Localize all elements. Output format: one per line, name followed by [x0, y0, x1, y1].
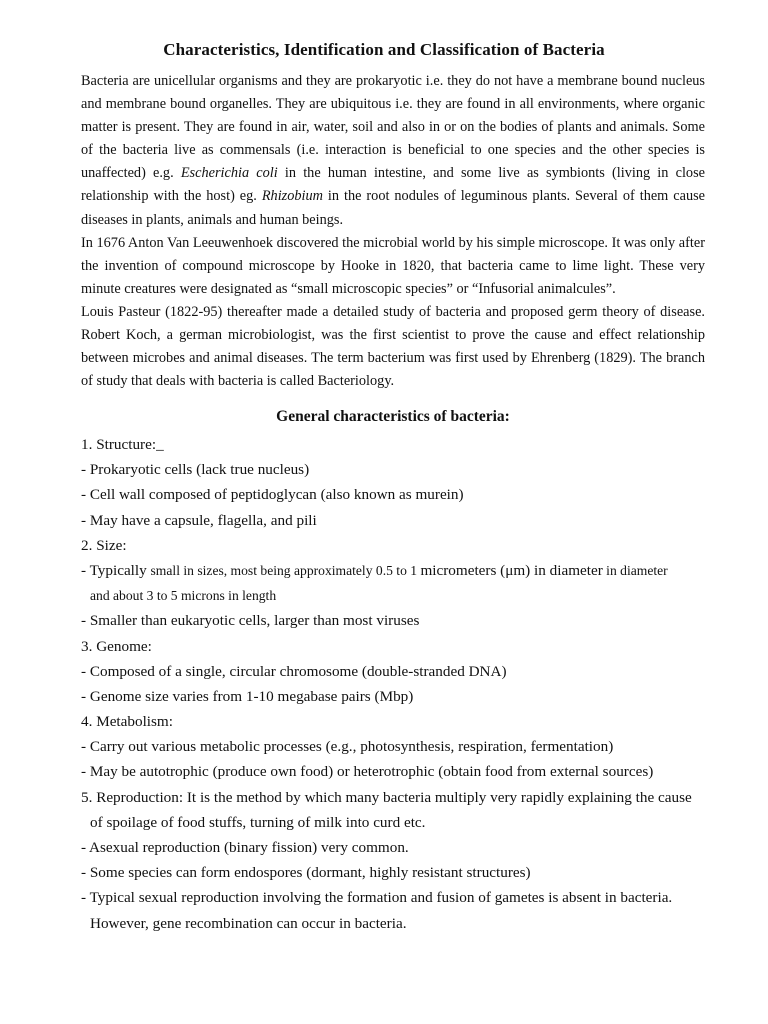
- list-item: - Carry out various metabolic processes (e.g., photosynthesis, respiration, fermentation): [81, 738, 614, 756]
- list-item: - Composed of a single, circular chromosome (double-stranded DNA): [81, 662, 507, 680]
- list-item: - May have a capsule, flagella, and pili: [81, 511, 317, 529]
- species-name: Escherichia coli: [180, 165, 278, 182]
- list-item: - Genome size varies from 1-10 megabase pairs (Mbp): [81, 687, 414, 705]
- list-item: - Smaller than eukaryotic cells, larger than most viruses: [81, 612, 420, 630]
- intro-paragraph-3: Louis Pasteur (1822-95) thereafter made a detailed study of bacteria and proposed germ theory of disease. Robert Koch, a german microbiologist, was the first scientist to prove the cause and effect relationship between microbes and animal diseases. The term bacterium was first used by Ehrenberg (1829). The branch of study that deals with bacteria is called Bacteriology.: [81, 303, 705, 390]
- list-item-text: small in sizes, most being approximately 0.5 to 1: [150, 562, 421, 578]
- list-item: [81, 558, 721, 583]
- list-item: - Asexual reproduction (binary fission) very common.: [81, 839, 409, 856]
- list-heading: 3. Genome:: [81, 637, 152, 655]
- characteristics-list: [81, 432, 721, 936]
- species-name: Rhizobium: [261, 188, 323, 205]
- list-heading: 5. Reproduction: It is the method by which many bacteria multiply very rapidly explaining the cause: [81, 788, 692, 806]
- list-item-continuation: However, gene recombination can occur in bacteria.: [90, 914, 407, 932]
- intro-section: [81, 70, 705, 393]
- list-item-text: in diameter: [602, 562, 668, 578]
- list-heading: 2. Size:: [81, 536, 127, 554]
- list-heading: 1. Structure:_: [81, 436, 164, 453]
- list-item: - Cell wall composed of peptidoglycan (also known as murein): [81, 486, 464, 504]
- intro-paragraph-2: In 1676 Anton Van Leeuwenhoek discovered the microbial world by his simple microscope. It was only after the invention of compound microscope by Hooke in 1820, that bacteria came to lime light. These very minute creatures were designated as “small microscopic species” or “Infusorial animalcules”.: [81, 234, 705, 297]
- list-item: - Prokaryotic cells (lack true nucleus): [81, 461, 310, 479]
- section-heading: General characteristics of bacteria:: [276, 408, 510, 425]
- list-item: - Some species can form endospores (dormant, highly resistant structures): [81, 864, 531, 882]
- intro-text: in the human intestine, and some live as symbionts (living in close relationship with the host) eg.: [81, 165, 705, 205]
- list-item-text: - Typically: [81, 561, 151, 579]
- list-item-continuation: and about 3 to 5 microns in length: [90, 588, 277, 604]
- intro-text: Bacteria are unicellular organisms and they are prokaryotic i.e. they do not have a membrane bound nucleus and membrane bound organelles. They are ubiquitous i.e. they are found in all environments, where organic matter is present. They are found in air, water, soil and also in or on the bodies of plants and animals. Some of the bacteria live as commensals (i.e. interaction is beneficial to one species and the other species is unaffected) e.g.: [81, 73, 705, 182]
- list-item-continuation: of spoilage of food stuffs, turning of milk into curd etc.: [90, 813, 426, 831]
- list-heading: 4. Metabolism:: [81, 713, 173, 731]
- page-title: Characteristics, Identification and Classification of Bacteria: [163, 40, 605, 59]
- intro-text: in the root nodules of leguminous plants. Several of them cause diseases in plants, animals and human beings.: [81, 188, 706, 228]
- list-item-text: micrometers (μm) in diameter: [420, 561, 603, 579]
- list-item: - May be autotrophic (produce own food) or heterotrophic (obtain food from external sources): [81, 763, 654, 781]
- list-item: - Typical sexual reproduction involving the formation and fusion of gametes is absent in bacteria.: [81, 889, 673, 907]
- intro-paragraph-1: [81, 70, 705, 232]
